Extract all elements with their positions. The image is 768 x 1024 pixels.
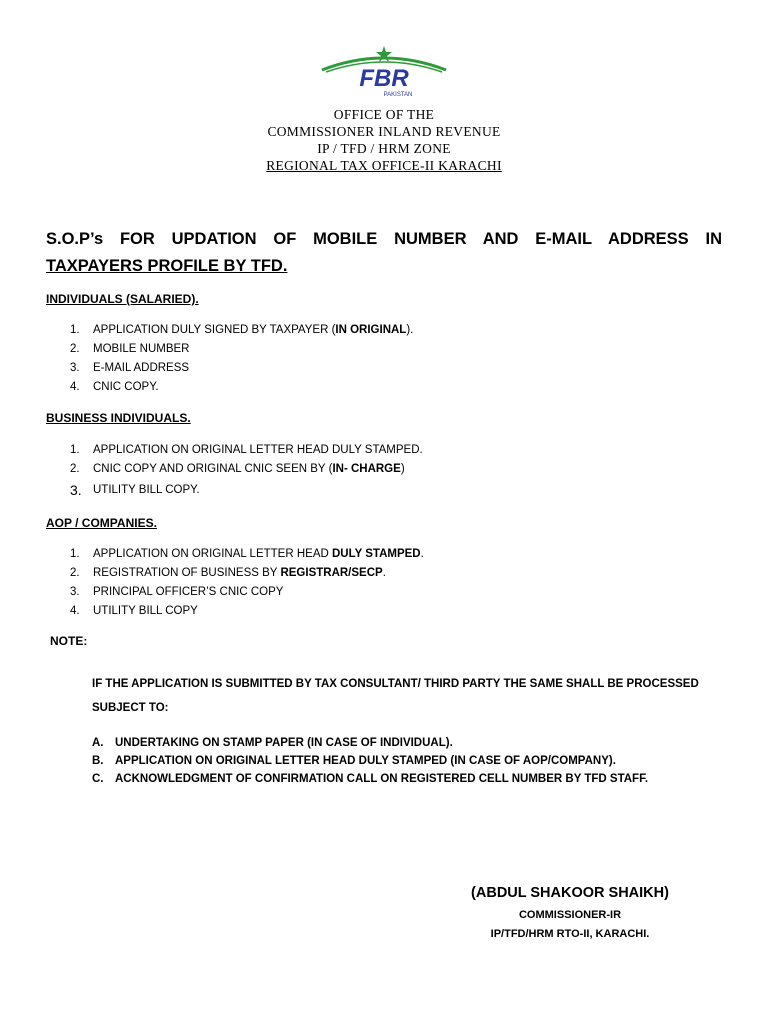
note-item-text: APPLICATION ON ORIGINAL LETTER HEAD DULY STAMPED (IN CASE OF AOP/COMPANY). xyxy=(115,755,616,767)
list-number: 3. xyxy=(70,362,80,374)
list-text: PRINCIPAL OFFICER’S CNIC COPY xyxy=(93,586,284,598)
list-number: 1. xyxy=(70,548,80,560)
list-text: APPLICATION ON ORIGINAL LETTER HEAD DULY STAMPED. xyxy=(93,444,423,456)
note-item-letter: B. xyxy=(92,755,104,767)
title-line-1: S.O.P’s FOR UPDATION OF MOBILE NUMBER AND E-MAIL ADDRESS IN xyxy=(46,230,722,248)
list-text: UTILITY BILL COPY xyxy=(93,605,198,617)
list-text: UTILITY BILL COPY. xyxy=(93,484,200,496)
logo-subtext: PAKISTAN xyxy=(383,92,413,98)
list-text: E-MAIL ADDRESS xyxy=(93,362,190,374)
logo-text: FBR xyxy=(359,65,409,92)
note-item-text: ACKNOWLEDGMENT OF CONFIRMATION CALL ON REGISTERED CELL NUMBER BY TFD STAFF. xyxy=(115,773,649,785)
list-text: CNIC COPY AND ORIGINAL CNIC SEEN BY (IN- CHARGE) xyxy=(93,463,405,475)
header-line-4-text: REGIONAL TAX OFFICE-II KARACHI xyxy=(266,158,502,173)
signatory-designation: COMMISSIONER-IR xyxy=(518,909,622,921)
section-heading-business: BUSINESS INDIVIDUALS. xyxy=(46,411,191,425)
note-item-letter: C. xyxy=(92,773,104,785)
section-heading-aop: AOP / COMPANIES. xyxy=(46,516,157,530)
title-line-2-wrap xyxy=(46,253,722,280)
note-item-text: UNDERTAKING ON STAMP PAPER (IN CASE OF INDIVIDUAL). xyxy=(115,737,453,749)
header-line-4 xyxy=(0,157,768,174)
list-text: CNIC COPY. xyxy=(93,381,159,393)
list-number: 3. xyxy=(70,586,80,598)
list-text: REGISTRATION OF BUSINESS BY REGISTRAR/SECP. xyxy=(93,567,386,579)
section-heading-individuals: INDIVIDUALS (SALARIED). xyxy=(46,292,199,306)
list-number: 2. xyxy=(70,567,80,579)
note-item-letter: A. xyxy=(92,737,104,749)
signatory-office: IP/TFD/HRM RTO-II, KARACHI. xyxy=(490,928,650,940)
header-line-1: OFFICE OF THE xyxy=(333,107,435,122)
note-label: NOTE: xyxy=(50,634,88,648)
title-line-2: TAXPAYERS PROFILE BY TFD. xyxy=(46,257,288,275)
list-number: 2. xyxy=(70,343,80,355)
list-number: 1. xyxy=(70,444,80,456)
note-paragraph: IF THE APPLICATION IS SUBMITTED BY TAX CONSULTANT/ THIRD PARTY THE SAME SHALL BE PROCESSED SUBJECT TO: xyxy=(92,678,699,714)
list-number: 2. xyxy=(70,463,80,475)
signatory-name: (ABDUL SHAKOOR SHAIKH) xyxy=(471,885,669,901)
document-title xyxy=(46,226,722,280)
fbr-logo-icon xyxy=(318,44,450,100)
fbr-logo xyxy=(318,44,450,100)
list-text: APPLICATION ON ORIGINAL LETTER HEAD DULY STAMPED. xyxy=(93,548,424,560)
list-text: MOBILE NUMBER xyxy=(93,343,190,355)
header-line-2: COMMISSIONER INLAND REVENUE xyxy=(267,124,501,139)
list-number: 4. xyxy=(70,381,80,393)
list-number: 4. xyxy=(70,605,80,617)
header-line-3: IP / TFD / HRM ZONE xyxy=(317,141,451,156)
list-number: 3. xyxy=(70,482,82,498)
list-number: 1. xyxy=(70,324,80,336)
list-text: APPLICATION DULY SIGNED BY TAXPAYER (IN ORIGINAL). xyxy=(93,324,414,336)
